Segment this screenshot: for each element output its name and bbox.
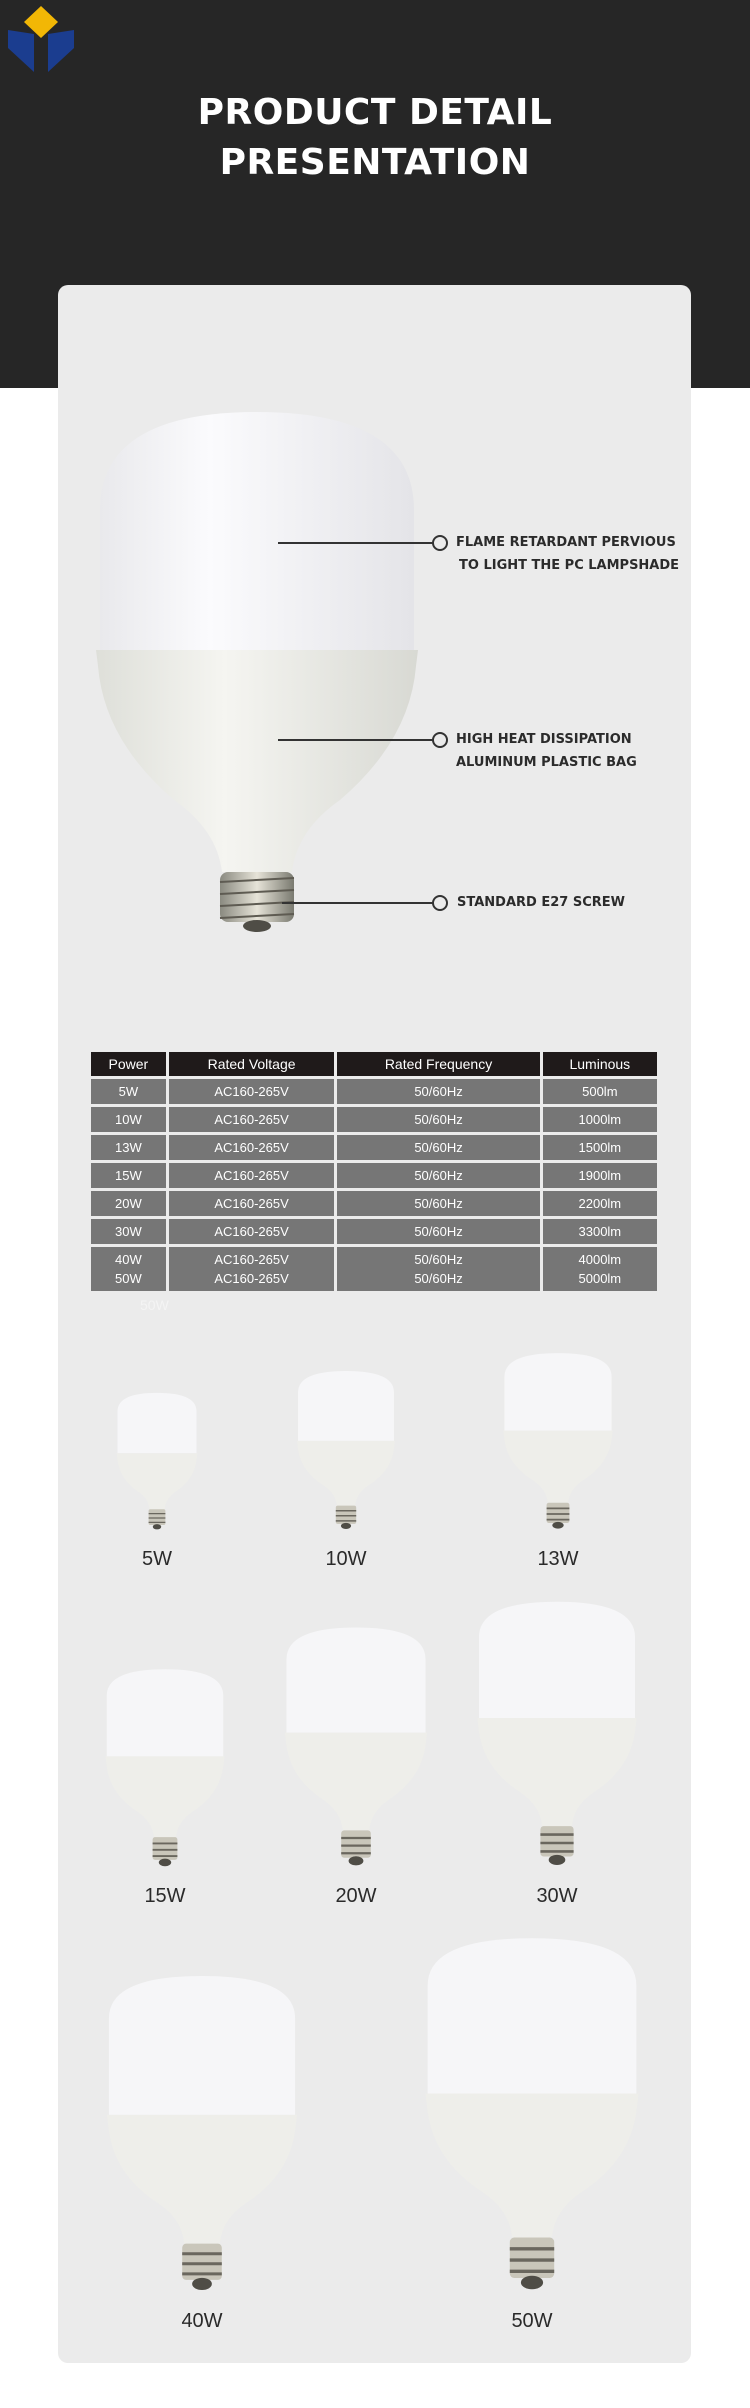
led-bulb-image <box>103 1668 227 1870</box>
cell-voltage: AC160-265V <box>169 1135 335 1160</box>
bulb-wattage-label: 15W <box>144 1885 186 1907</box>
led-bulb-image <box>474 1600 640 1870</box>
led-bulb-image <box>282 1626 430 1870</box>
table-row <box>91 1163 657 1188</box>
cell-luminous: 500lm <box>543 1079 657 1104</box>
cell-frequency <box>337 1247 539 1291</box>
bulb-wattage-label: 13W <box>537 1548 579 1570</box>
cell-value: AC160-265V <box>214 1252 289 1267</box>
column-header: Power <box>91 1052 166 1076</box>
cell-power: 20W <box>91 1191 166 1216</box>
cell-voltage <box>169 1247 335 1291</box>
led-bulb-image <box>421 1936 643 2296</box>
cell-value: 40W <box>115 1252 142 1267</box>
callout-dot-icon <box>432 535 448 551</box>
callout-dot-icon <box>432 732 448 748</box>
cell-power: 30W <box>91 1219 166 1244</box>
cell-value: 50/60Hz <box>414 1271 463 1286</box>
callout-text-line2: TO LIGHT THE PC LAMPSHADE <box>459 558 680 573</box>
cell-frequency: 50/60Hz <box>337 1135 539 1160</box>
cell-luminous <box>543 1247 657 1291</box>
table-row <box>91 1079 657 1104</box>
cell-luminous: 3300lm <box>543 1219 657 1244</box>
cell-frequency: 50/60Hz <box>337 1191 539 1216</box>
page-title-line1: PRODUCT DETAIL <box>197 92 553 133</box>
cell-power: 15W <box>91 1163 166 1188</box>
cell-luminous: 1000lm <box>543 1107 657 1132</box>
cell-voltage: AC160-265V <box>169 1107 335 1132</box>
led-bulb-image <box>295 1370 397 1532</box>
callout-text-line1: FLAME RETARDANT PERVIOUS <box>456 535 676 550</box>
column-header: Rated Voltage <box>169 1052 335 1076</box>
callout-dot-icon <box>432 895 448 911</box>
bulb-wattage-label: 40W <box>181 2310 223 2332</box>
led-bulb-image <box>501 1352 615 1532</box>
cell-power <box>91 1247 166 1291</box>
cell-voltage: AC160-265V <box>169 1163 335 1188</box>
table-row <box>91 1219 657 1244</box>
cell-frequency: 50/60Hz <box>337 1219 539 1244</box>
bulb-wattage-label: 10W <box>325 1548 367 1570</box>
cell-power: 5W <box>91 1079 166 1104</box>
callout-text-line2: ALUMINUM PLASTIC BAG <box>456 755 637 770</box>
led-bulb-image <box>115 1392 199 1532</box>
led-bulb-image <box>103 1974 301 2296</box>
table-row <box>91 1191 657 1216</box>
cell-power: 13W <box>91 1135 166 1160</box>
cell-frequency: 50/60Hz <box>337 1107 539 1132</box>
cell-value: 4000lm <box>578 1252 622 1267</box>
bulb-wattage-label: 30W <box>536 1885 578 1907</box>
cell-value: 50/60Hz <box>414 1252 463 1267</box>
page-title-line2: PRESENTATION <box>219 142 531 183</box>
hero-bulb-image <box>92 410 422 946</box>
column-header: Rated Frequency <box>337 1052 539 1076</box>
cell-luminous: 1900lm <box>543 1163 657 1188</box>
brand-logo <box>4 4 78 74</box>
cell-value: 50W <box>115 1271 142 1286</box>
bulb-wattage-label: 50W <box>511 2310 553 2332</box>
cell-power: 10W <box>91 1107 166 1132</box>
bulb-wattage-label: 20W <box>335 1885 377 1907</box>
cell-voltage: AC160-265V <box>169 1191 335 1216</box>
cell-voltage: AC160-265V <box>169 1219 335 1244</box>
ghost-text: 50W <box>140 1297 169 1313</box>
cell-value: 5000lm <box>578 1271 622 1286</box>
cell-value: AC160-265V <box>214 1271 289 1286</box>
table-row <box>91 1135 657 1160</box>
bulb-wattage-label: 5W <box>142 1548 172 1570</box>
callout-text-line1: HIGH HEAT DISSIPATION <box>456 732 632 747</box>
table-row <box>91 1107 657 1132</box>
table-header-row <box>91 1052 657 1076</box>
cell-frequency: 50/60Hz <box>337 1163 539 1188</box>
callout-text-line1: STANDARD E27 SCREW <box>457 895 625 910</box>
cell-voltage: AC160-265V <box>169 1079 335 1104</box>
cell-luminous: 2200lm <box>543 1191 657 1216</box>
spec-table <box>88 1049 660 1294</box>
cell-luminous: 1500lm <box>543 1135 657 1160</box>
cell-frequency: 50/60Hz <box>337 1079 539 1104</box>
column-header: Luminous <box>543 1052 657 1076</box>
table-row <box>91 1247 657 1291</box>
